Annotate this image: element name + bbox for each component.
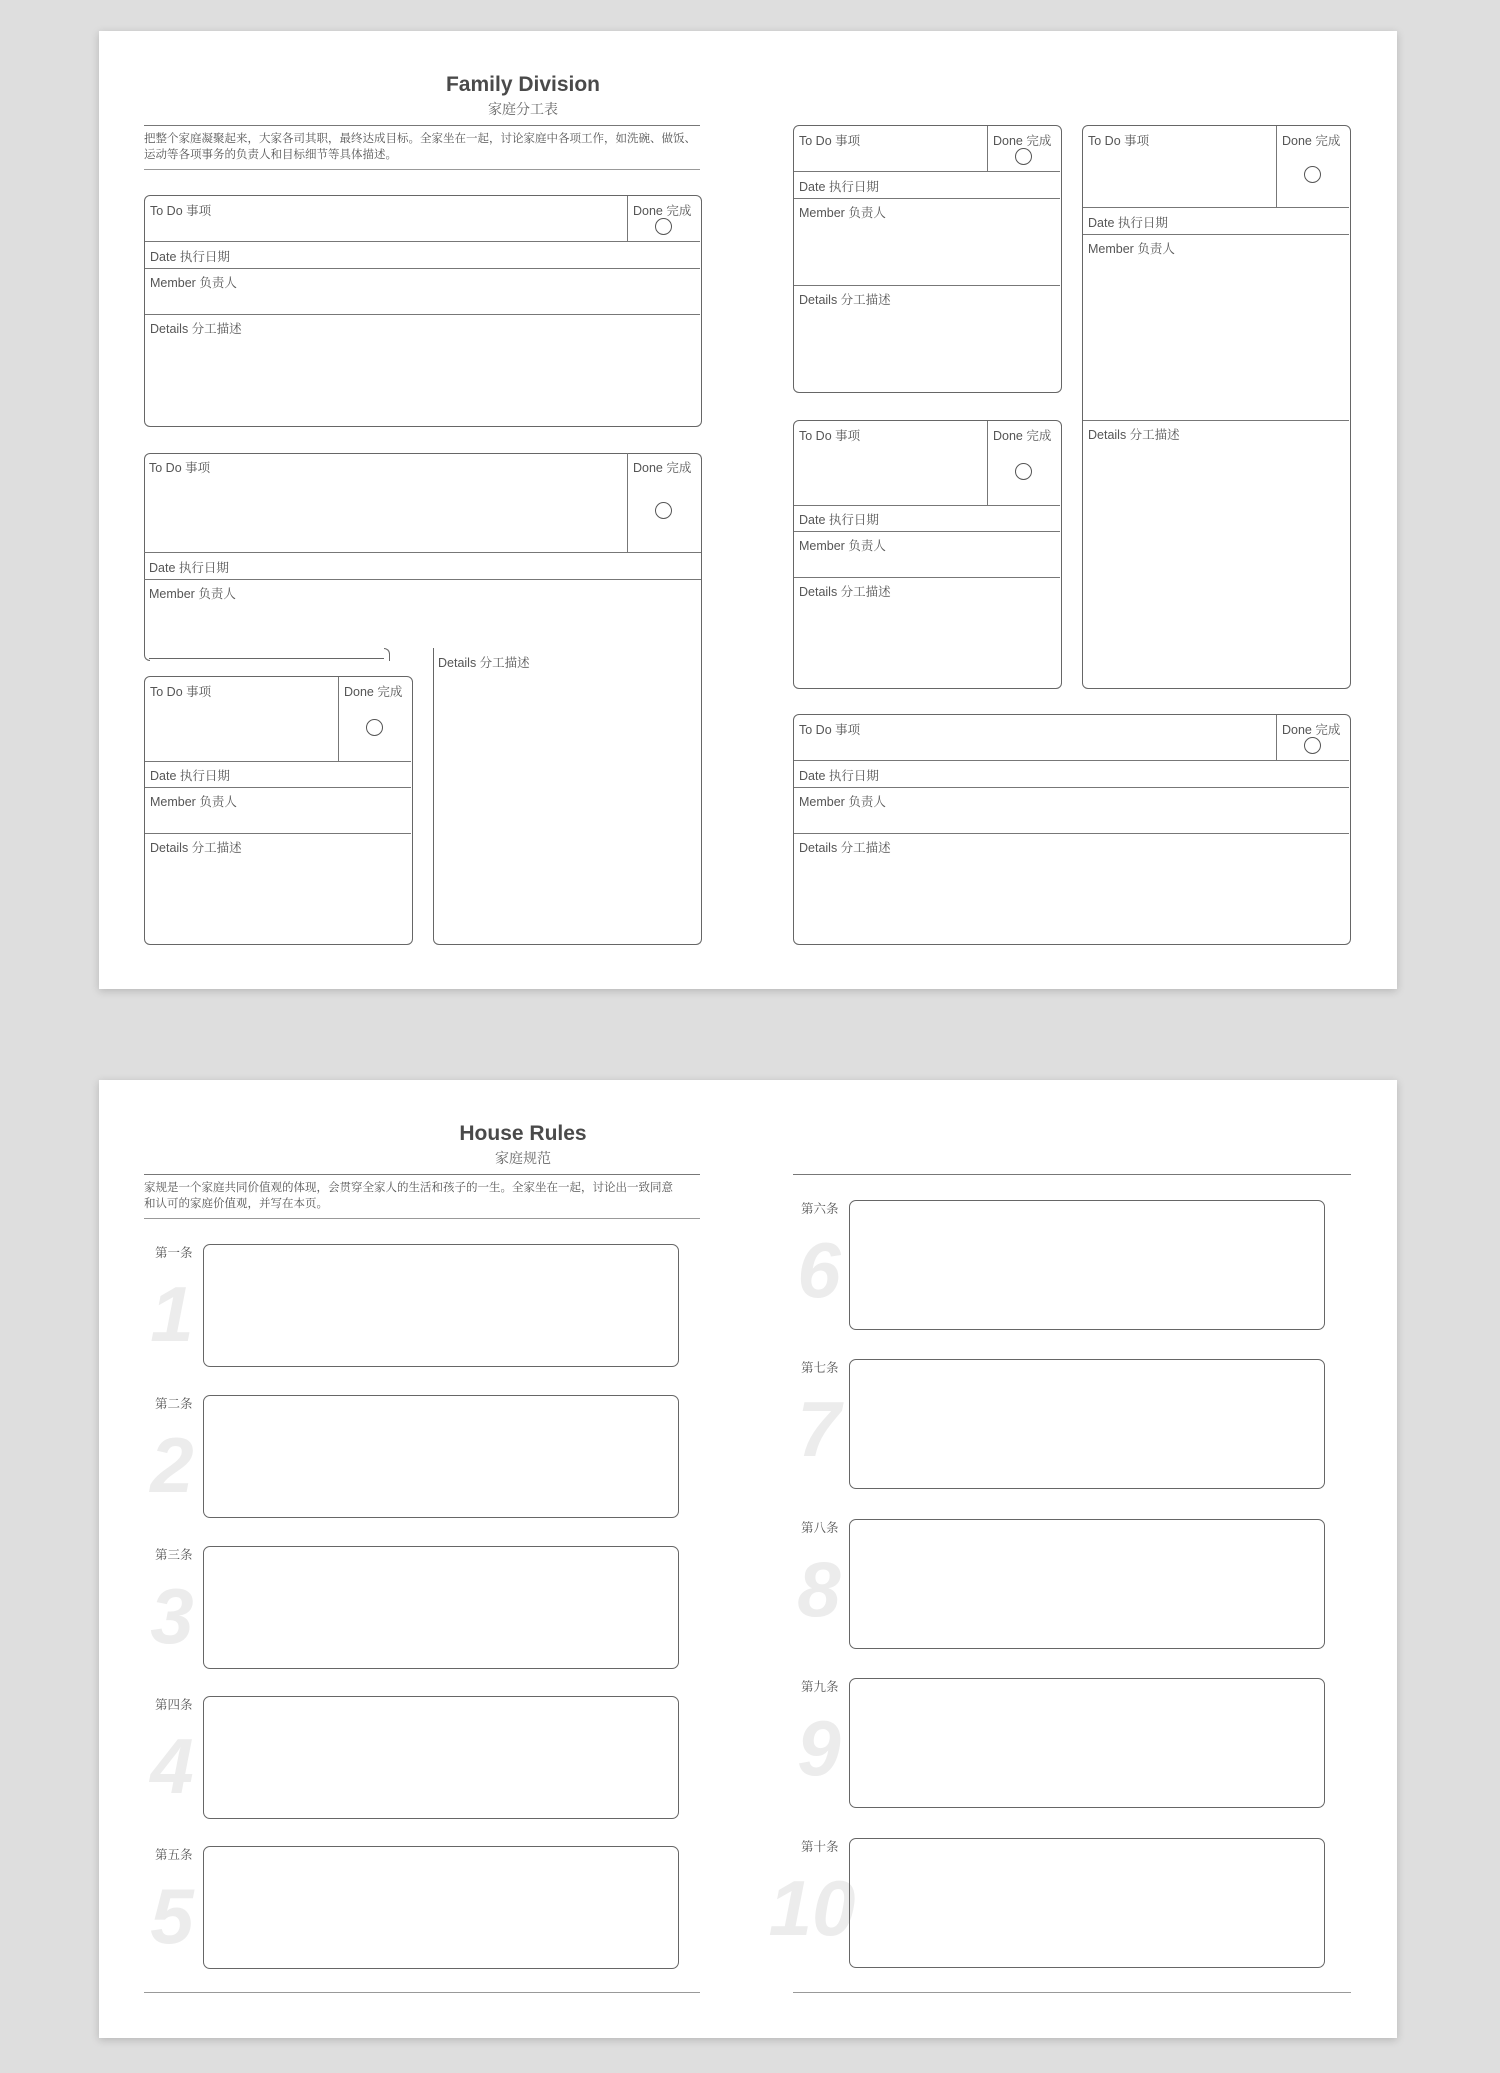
todo-label: To Do 事项 — [150, 685, 212, 699]
rule-number: 4 — [150, 1722, 194, 1810]
date-label: Date 执行日期 — [799, 180, 879, 194]
intro-text: 把整个家庭凝聚起来，大家各司其职，最终达成目标。全家坐在一起，讨论家庭中各项工作，如洗碗、做饭、 运动等各项事务的负责人和目标细节等具体描述。 — [144, 133, 696, 161]
page-subtitle: 家庭分工表 — [488, 101, 558, 117]
rule-number: 7 — [797, 1385, 841, 1473]
todo-label: To Do 事项 — [799, 429, 861, 443]
divider — [627, 453, 628, 552]
rule-input-box[interactable] — [849, 1678, 1325, 1808]
rule-label: 第三条 — [155, 1548, 193, 1562]
details-label: Details 分工描述 — [799, 293, 891, 307]
todo-label: To Do 事项 — [799, 134, 861, 148]
family-division-page — [99, 31, 1397, 989]
divider — [144, 552, 701, 553]
divider — [794, 577, 1060, 578]
done-checkbox[interactable] — [366, 719, 383, 736]
divider — [794, 285, 1060, 286]
rule-number: 1 — [150, 1270, 194, 1358]
divider — [794, 505, 1060, 506]
divider — [1083, 420, 1349, 421]
member-label: Member 负责人 — [799, 206, 886, 220]
divider — [144, 1218, 700, 1219]
rule-input-box[interactable] — [849, 1838, 1325, 1968]
member-label: Member 负责人 — [149, 587, 236, 601]
details-label: Details 分工描述 — [150, 841, 242, 855]
member-label: Member 负责人 — [150, 795, 237, 809]
todo-label: To Do 事项 — [799, 723, 861, 737]
rule-label: 第四条 — [155, 1698, 193, 1712]
rule-input-box[interactable] — [849, 1519, 1325, 1649]
divider — [144, 1174, 700, 1175]
divider — [987, 126, 988, 171]
rule-label: 第一条 — [155, 1246, 193, 1260]
date-label: Date 执行日期 — [799, 513, 879, 527]
divider — [145, 314, 700, 315]
done-checkbox[interactable] — [1015, 463, 1032, 480]
task-card — [793, 125, 1062, 393]
rule-input-box[interactable] — [203, 1244, 679, 1367]
rule-number: 8 — [797, 1545, 841, 1633]
task-card — [144, 676, 413, 945]
divider — [794, 787, 1349, 788]
done-label: Done 完成 — [344, 685, 403, 699]
divider — [1276, 126, 1277, 207]
rule-label: 第十条 — [801, 1840, 839, 1854]
divider — [145, 241, 700, 242]
rule-number: 9 — [797, 1704, 841, 1792]
details-panel — [433, 648, 702, 945]
done-label: Done 完成 — [993, 429, 1052, 443]
divider — [144, 1992, 700, 1993]
task-card — [1082, 125, 1351, 689]
todo-label: To Do 事项 — [149, 461, 211, 475]
divider — [144, 125, 700, 126]
divider — [1083, 207, 1349, 208]
divider — [794, 171, 1060, 172]
house-rules-page — [99, 1080, 1397, 2038]
divider — [793, 1992, 1351, 1993]
rule-input-box[interactable] — [203, 1395, 679, 1518]
divider — [987, 421, 988, 505]
rule-number: 6 — [797, 1226, 841, 1314]
divider — [144, 579, 701, 580]
done-checkbox[interactable] — [655, 502, 672, 519]
rule-label: 第六条 — [801, 1202, 839, 1216]
details-label: Details 分工描述 — [799, 585, 891, 599]
rule-input-box[interactable] — [203, 1846, 679, 1969]
rule-label: 第五条 — [155, 1848, 193, 1862]
member-label: Member 负责人 — [150, 276, 237, 290]
task-card — [793, 420, 1062, 689]
divider — [1276, 715, 1277, 760]
details-label: Details 分工描述 — [1088, 428, 1180, 442]
divider — [1083, 234, 1349, 235]
member-label: Member 负责人 — [799, 539, 886, 553]
rule-label: 第九条 — [801, 1680, 839, 1694]
member-label: Member 负责人 — [1088, 242, 1175, 256]
rule-number: 3 — [150, 1572, 194, 1660]
divider — [794, 760, 1349, 761]
todo-label: To Do 事项 — [150, 204, 212, 218]
done-checkbox[interactable] — [1304, 166, 1321, 183]
date-label: Date 执行日期 — [150, 769, 230, 783]
done-checkbox[interactable] — [1304, 737, 1321, 754]
done-label: Done 完成 — [633, 461, 692, 475]
page-title: House Rules — [459, 1122, 587, 1145]
rule-number: 5 — [150, 1872, 194, 1960]
divider — [144, 169, 700, 170]
divider — [145, 833, 411, 834]
details-label: Details 分工描述 — [438, 656, 530, 670]
page-title: Family Division — [445, 73, 601, 96]
divider — [627, 196, 628, 241]
divider — [794, 833, 1349, 834]
details-label: Details 分工描述 — [150, 322, 242, 336]
rule-input-box[interactable] — [203, 1546, 679, 1669]
divider — [794, 531, 1060, 532]
details-label: Details 分工描述 — [799, 841, 891, 855]
date-label: Date 执行日期 — [1088, 216, 1168, 230]
divider — [145, 787, 411, 788]
done-label: Done 完成 — [633, 204, 692, 218]
date-label: Date 执行日期 — [150, 250, 230, 264]
divider — [145, 761, 411, 762]
done-checkbox[interactable] — [1015, 148, 1032, 165]
member-label: Member 负责人 — [799, 795, 886, 809]
divider — [145, 268, 700, 269]
rule-number: 2 — [150, 1421, 194, 1509]
divider — [794, 198, 1060, 199]
rule-input-box[interactable] — [203, 1696, 679, 1819]
date-label: Date 执行日期 — [799, 769, 879, 783]
done-label: Done 完成 — [993, 134, 1052, 148]
todo-label: To Do 事项 — [1088, 134, 1150, 148]
divider — [338, 677, 339, 761]
rule-input-box[interactable] — [849, 1359, 1325, 1489]
page-subtitle: 家庭规范 — [495, 1150, 551, 1166]
task-card — [793, 714, 1351, 945]
rule-label: 第二条 — [155, 1397, 193, 1411]
rule-input-box[interactable] — [849, 1200, 1325, 1330]
divider — [793, 1174, 1351, 1175]
rule-label: 第七条 — [801, 1361, 839, 1375]
done-checkbox[interactable] — [655, 218, 672, 235]
intro-text: 家规是一个家庭共同价值观的体现，会贯穿全家人的生活和孩子的一生。全家坐在一起，讨论出一致同意 和认可的家庭价值观，并写在本页。 — [144, 1182, 673, 1210]
date-label: Date 执行日期 — [149, 561, 229, 575]
done-label: Done 完成 — [1282, 134, 1341, 148]
rule-label: 第八条 — [801, 1521, 839, 1535]
task-card — [144, 195, 702, 427]
rule-number: 10 — [768, 1864, 856, 1952]
done-label: Done 完成 — [1282, 723, 1341, 737]
